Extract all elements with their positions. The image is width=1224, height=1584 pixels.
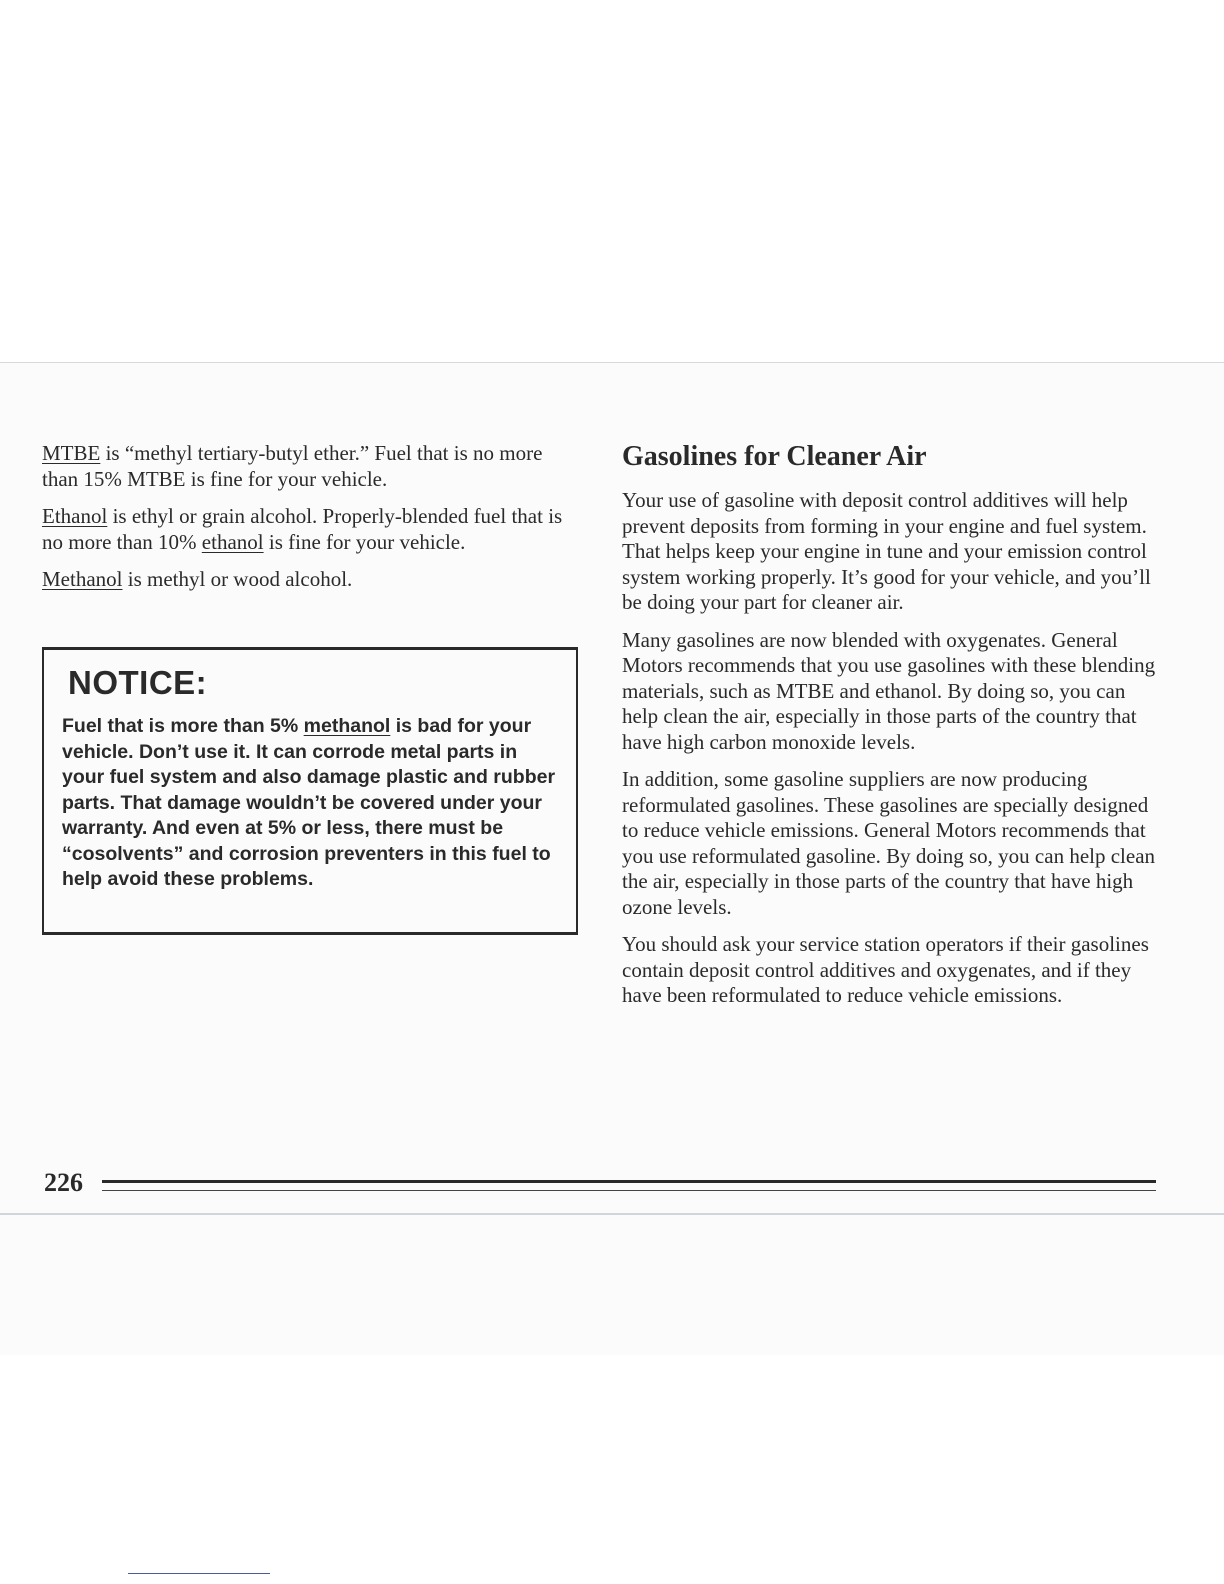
footer-rule [102, 1180, 1156, 1183]
ethanol-term: Ethanol [42, 504, 108, 528]
page-edge-line [0, 1213, 1224, 1215]
left-column [42, 441, 582, 605]
page-number: 226 [44, 1168, 83, 1197]
notice-text-a: Fuel that is more than 5% [62, 715, 304, 737]
notice-methanol-term: methanol [303, 715, 391, 737]
ethanol-paragraph [42, 504, 582, 555]
notice-text-b: is bad for your vehicle. Don’t use it. It can corrode metal parts in your fuel system and also damage plastic and rubber parts. That damage wouldn’t be covered under your warranty. And even at 5% or less, there must be “cosolvents” and corrosion preventers in this fuel to help avoid these problems. [62, 715, 556, 890]
ethanol-definition-b: is fine for your vehicle. [263, 529, 466, 554]
methanol-definition: is methyl or wood alcohol. [122, 567, 353, 591]
ethanol-term-inline: ethanol [201, 529, 264, 554]
bottom-edge-mark [128, 1573, 270, 1574]
mtbe-definition: is “methyl tertiary-butyl ether.” Fuel that is no more than 15% MTBE is fine for your vehicle. [42, 441, 543, 491]
notice-text [62, 714, 562, 893]
right-column [622, 440, 1162, 1021]
footer-rule-thin [102, 1190, 1156, 1191]
paragraph-ask-operators: You should ask your service station operators if their gasolines contain deposit control additives and oxygenates, and if they have been reformulated to reduce vehicle emissions. [622, 932, 1149, 1007]
mtbe-term: MTBE [42, 441, 101, 465]
section-heading: Gasolines for Cleaner Air [622, 441, 927, 472]
paragraph-reformulated: In addition, some gasoline suppliers are now producing reformulated gasolines. These gasolines are specially designed to reduce vehicle emissions. General Motors recommends that you use reformulated gasoline. By doing so, you can help clean the air, especially in those parts of the country that have high ozone levels. [622, 767, 1156, 919]
mtbe-paragraph [42, 441, 582, 492]
notice-box [42, 647, 578, 935]
methanol-term: Methanol [42, 567, 123, 591]
ethanol-definition-a: is ethyl or grain alcohol. Properly-blended fuel that is no more than 10% [42, 504, 563, 554]
paragraph-deposit-control: Your use of gasoline with deposit control additives will help prevent deposits from forming in your engine and fuel system. That helps keep your engine in tune and your emission control system working properly. It’s good for your vehicle, and you’ll be doing your part for cleaner air. [622, 488, 1151, 614]
notice-title: NOTICE: [68, 664, 208, 701]
paragraph-oxygenates: Many gasolines are now blended with oxygenates. General Motors recommends that you use gasolines with these blending materials, such as MTBE and ethanol. By doing so, you can help clean the air, especially in those parts of the country that have high carbon monoxide levels. [622, 627, 1156, 754]
methanol-paragraph [42, 567, 582, 593]
